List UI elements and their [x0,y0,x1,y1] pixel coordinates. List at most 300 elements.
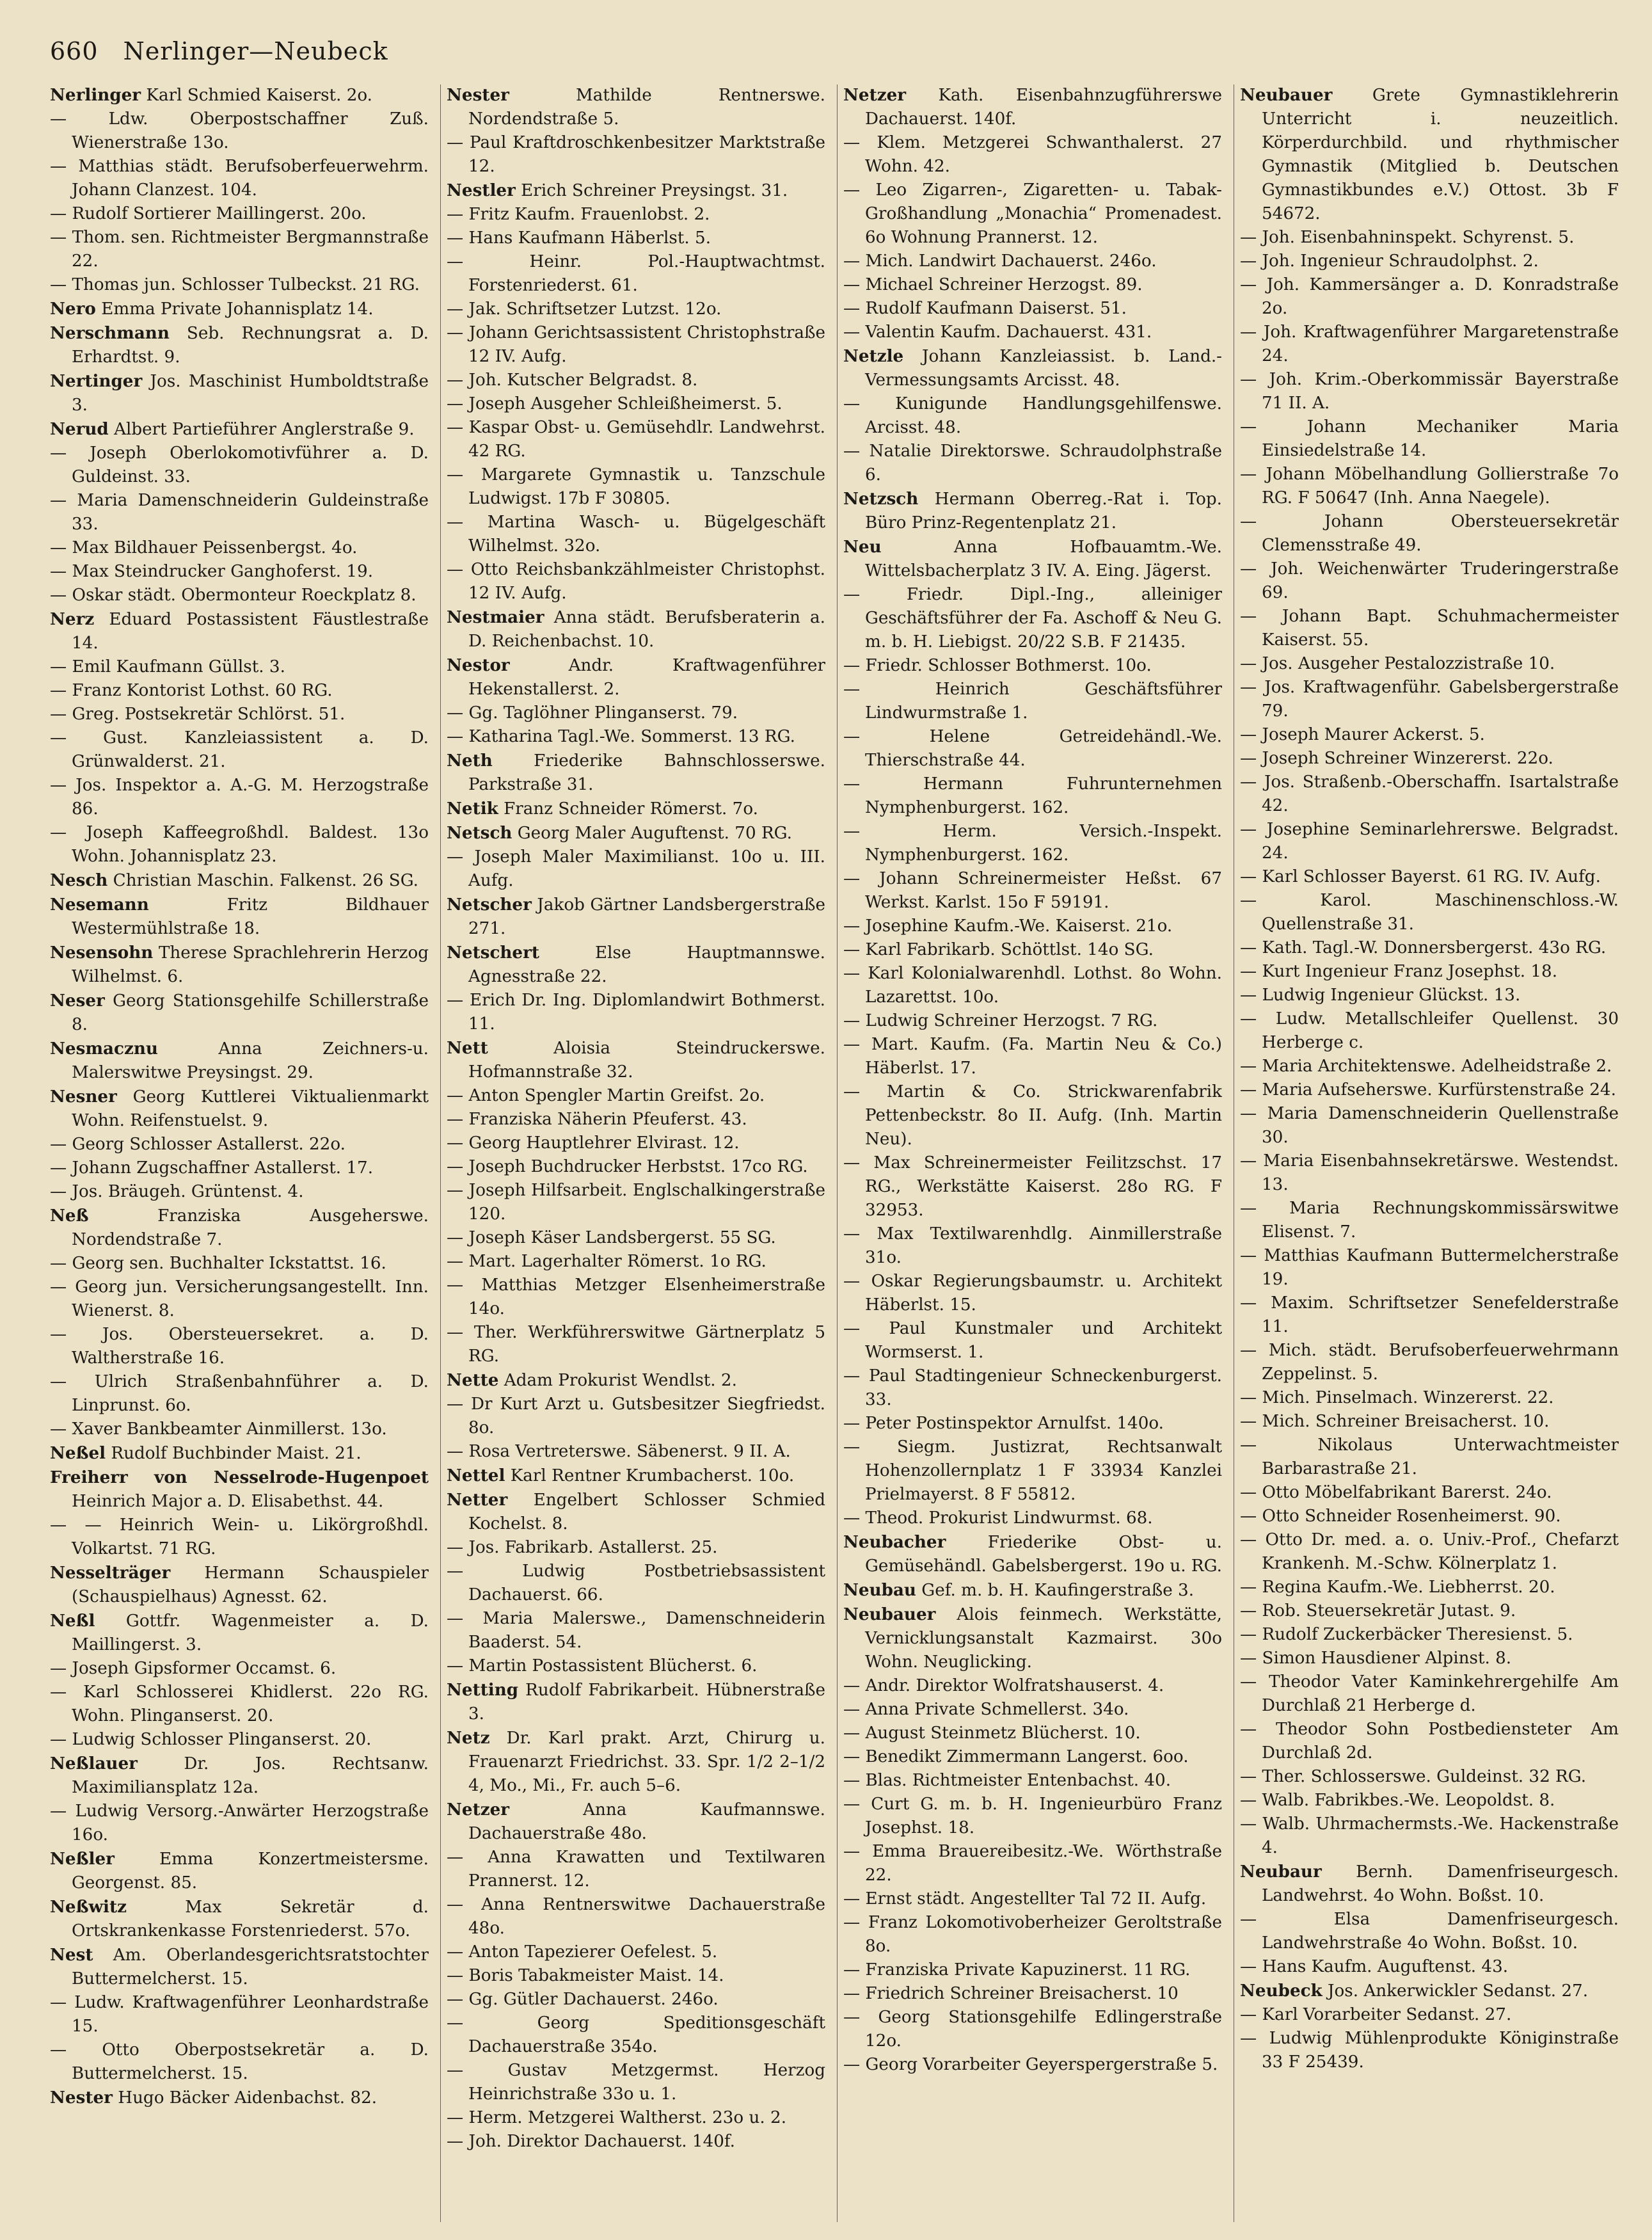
directory-entry [447,558,825,605]
directory-entry [447,701,825,725]
entry-text: — Paul Stadtingenieur Schneckenburgerst. 33. [843,1366,1222,1409]
directory-entry [843,1769,1222,1793]
directory-entry [50,1728,429,1752]
directory-entry [1240,1718,1619,1765]
directory-entry [1240,865,1619,889]
directory-entry [1240,510,1619,557]
directory-entry [843,1222,1222,1270]
directory-entry [843,440,1222,487]
entry-text: — Otto Oberpostsekretär a. D. Buttermelcherst. 15. [50,2040,429,2083]
directory-entry [447,653,825,701]
entry-text: — Maria Architektenswe. Adelheidstraße 2. [1240,1057,1612,1076]
directory-entry [50,1441,429,1466]
directory-entry [1240,652,1619,676]
directory-entry [447,1988,825,2012]
entry-text: — Heinr. Pol.-Hauptwachtmst. Forstenriederst. 61. [447,252,825,295]
entry-text: — Maria Eisenbahnsekretärswe. Westendst. 13. [1240,1151,1619,1194]
entry-text: — Erich Dr. Ing. Diplomlandwirt Bothmerst. 11. [447,991,825,1034]
directory-entry [50,1418,429,1441]
directory-entry [50,226,429,273]
entry-text: — Johann Mechaniker Maria Einsiedelstraße 14. [1240,417,1619,460]
entry-text: — Helene Getreidehändl.-We. Thierschstraße 44. [843,727,1222,770]
entry-text: — Josephine Seminarlehrerswe. Belgradst. 24. [1240,820,1619,863]
entry-surname: Netter [447,1490,508,1510]
directory-entry [843,1009,1222,1033]
directory-entry [50,1466,429,1514]
entry-text: — Theod. Prokurist Lindwurmst. 68. [843,1508,1153,1528]
entry-text: Johann Kanzleiassist. b. Land.-Vermessungsamts Arcisst. 48. [865,347,1222,390]
directory-entry [447,605,825,653]
directory-entry [1240,1789,1619,1812]
directory-entry [50,369,429,417]
directory-entry [447,1726,825,1798]
directory-entry [843,1151,1222,1222]
directory-entry [1240,1812,1619,1860]
entry-text: Grete Gymnastiklehrerin Unterricht i. neuzeitlich. Körperdurchbild. und rhythmischer Gymnastik (Mitglied b. Deutschen Gymnastikbundes e.V.) Ottost. 3b F 54672. [1262,86,1619,223]
entry-text: — Joh. Eisenbahninspekt. Schyrenst. 5. [1240,228,1575,247]
entry-surname: Nestler [447,180,516,200]
entry-text: — Fritz Kaufm. Frauenlobst. 2. [447,205,710,224]
entry-text: — Karol. Maschinenschloss.-W. Quellenstraße 31. [1240,891,1619,934]
directory-entry [50,1037,429,1085]
directory-entry [50,584,429,607]
entry-text: — Kurt Ingenieur Franz Josephst. 18. [1240,962,1558,981]
directory-entry [1240,1955,1619,1979]
directory-entry [447,416,825,463]
entry-text: — Ludwig Ingenieur Glückst. 13. [1240,986,1521,1005]
directory-entry [50,1180,429,1204]
entry-text: — Walb. Fabrikbes.-We. Leopoldst. 8. [1240,1791,1555,1810]
entry-surname: Netzer [447,1800,510,1820]
directory-entry [1240,1434,1619,1481]
entry-text: — Mich. städt. Berufsoberfeuerwehrmann Zeppelinst. 5. [1240,1341,1619,1384]
entry-surname: Netik [447,799,498,819]
entry-text: — Curt G. m. b. H. Ingenieurbüro Franz Josephst. 18. [843,1795,1222,1837]
entry-text: — — Heinrich Wein- u. Likörgroßhdl. Volkartst. 71 RG. [50,1516,429,1558]
directory-entry [843,1982,1222,2006]
entry-surname: Neth [447,751,493,771]
directory-entry [1240,1481,1619,1505]
entry-text: Mathilde Rentnerswe. Nordendstraße 5. [468,86,825,129]
entry-text: — Mart. Kaufm. (Fa. Martin Neu & Co.) Häberlst. 17. [843,1035,1222,1078]
entry-text: Georg Maler Auguftenst. 70 RG. [512,824,792,843]
directory-entry [843,250,1222,273]
directory-entry [1240,1102,1619,1149]
directory-entry [447,1321,825,1368]
entry-text: Fritz Bildhauer Westermühlstraße 18. [72,895,429,938]
entry-text: — Max Schreinermeister Feilitzschst. 17 RG., Werkstätte Kaiserst. 28o RG. F 32953. [843,1153,1222,1220]
entry-surname: Netsch [447,823,512,843]
directory-entry [843,1412,1222,1436]
entry-surname: Nesner [50,1087,117,1107]
entry-text: Else Hauptmannswe. Agnesstraße 22. [468,943,825,986]
directory-entry [1240,1197,1619,1244]
entry-surname: Nette [447,1370,499,1390]
directory-entry [843,725,1222,772]
entry-text: — Gg. Gütler Dachauerst. 246o. [447,1990,719,2009]
directory-entry [843,83,1222,131]
directory-entry [50,1895,429,1943]
directory-entry [843,131,1222,179]
entry-surname: Nester [50,2088,113,2108]
directory-entry [447,941,825,989]
directory-entry [50,489,429,536]
directory-entry [843,654,1222,678]
directory-entry [843,1436,1222,1507]
directory-entry [1240,605,1619,652]
entry-surname: Neubeck [1240,1981,1322,2001]
directory-entry [1240,1339,1619,1386]
directory-entry [1240,818,1619,865]
entry-text: — Max Steindrucker Ganghoferst. 19. [50,562,374,581]
entry-text: — Oskar Regierungsbaumstr. u. Architekt Häberlst. 15. [843,1272,1222,1315]
entry-text: — Ther. Schlosserswe. Guldeinst. 32 RG. [1240,1767,1587,1786]
directory-entry [447,2059,825,2106]
directory-entry [1240,1528,1619,1576]
entry-text: Friederike Obst- u. Gemüsehändl. Gabelsbergerst. 19o u. RG. [865,1533,1222,1576]
directory-entry [1240,1149,1619,1197]
entry-surname: Nettel [447,1466,505,1485]
directory-entry [50,1609,429,1657]
directory-entry [50,821,429,868]
entry-text: — Joseph Käser Landsbergerst. 55 SG. [447,1228,776,1247]
directory-entry [447,392,825,416]
entry-text: — Anna Krawatten und Textilwaren Prannerst. 12. [447,1848,825,1891]
directory-entry [1240,723,1619,747]
entry-text: — Rob. Steuersekretär Jutast. 9. [1240,1601,1516,1620]
entry-text: — Matthias städt. Berufsoberfeuerwehrm. Johann Clanzest. 104. [50,157,429,200]
directory-entry [50,273,429,297]
entry-text: — Joh. Krim.-Oberkommissär Bayerstraße 71 II. A. [1240,370,1619,413]
directory-entry [843,1507,1222,1530]
entry-text: — Paul Kraftdroschkenbesitzer Marktstraße 12. [447,133,825,176]
directory-entry [447,1132,825,1155]
entry-surname: Nester [447,85,509,105]
entry-text: — Rudolf Sortierer Maillingerst. 20o. [50,204,367,223]
entry-text: — Kath. Tagl.-W. Donnersbergerst. 43o RG. [1240,938,1607,957]
entry-text: — Franz Kontorist Lothst. 60 RG. [50,681,333,700]
entry-text: Gottfr. Wagenmeister a. D. Maillingerst. 3. [72,1612,429,1654]
entry-text: Hermann Schauspieler (Schauspielhaus) Agnesst. 62. [72,1564,429,1606]
directory-entry [1240,676,1619,723]
entry-text: — Katharina Tagl.-We. Sommerst. 13 RG. [447,727,795,746]
entry-text: — Johann Obersteuersekretär Clemensstraße 49. [1240,512,1619,555]
directory-entry [447,227,825,250]
entry-text: — Joh. Ingenieur Schraudolphst. 2. [1240,252,1539,271]
directory-entry [50,417,429,442]
directory-entry [447,1393,825,1440]
directory-entry [1240,83,1619,226]
entry-text: — Max Textilwarenhdlg. Ainmillerstraße 31o. [843,1224,1222,1267]
entry-text: — Andr. Direktor Wolfratshauserst. 4. [843,1676,1164,1695]
entry-text: — Ulrich Straßenbahnführer a. D. Linprunst. 6o. [50,1372,429,1415]
entry-text: Am. Oberlandesgerichtsratstochter Buttermelcherst. 15. [72,1946,429,1988]
directory-entry [447,1893,825,1940]
entry-text: — Mich. Landwirt Dachauerst. 246o. [843,252,1157,271]
entry-text: Georg Stationsgehilfe Schillerstraße 8. [72,991,429,1034]
entry-text: — Friedr. Schlosser Bothmerst. 10o. [843,656,1152,675]
entry-text: Engelbert Schlosser Schmied Kochelst. 8. [468,1491,825,1533]
entry-text: — Rosa Vertreterswe. Säbenerst. 9 II. A. [447,1442,791,1461]
entry-text: — Maxim. Schriftsetzer Senefelderstraße 11. [1240,1293,1619,1336]
directory-entry [1240,1386,1619,1410]
directory-entry [447,1536,825,1560]
entry-text: — Theodor Sohn Postbediensteter Am Durchlaß 2d. [1240,1720,1619,1763]
entry-text: — Joh. Direktor Dachauerst. 140f. [447,2132,735,2151]
entry-text: Gef. m. b. H. Kaufingerstraße 3. [916,1581,1195,1600]
entry-text: — Rudolf Zuckerbäcker Theresienst. 5. [1240,1625,1573,1644]
directory-entry [843,179,1222,250]
entry-surname: Nesmacznu [50,1039,158,1059]
entry-text: — Josephine Kaufm.-We. Kaiserst. 21o. [843,916,1173,936]
directory-entry [843,392,1222,440]
entry-text: — Elsa Damenfriseurgesch. Landwehrstraße 4o Wohn. Boßst. 10. [1240,1910,1619,1953]
entry-text: — Theodor Vater Kaminkehrergehilfe Am Durchlaß 21 Herberge d. [1240,1672,1619,1715]
entry-surname: Neubauer [1240,85,1333,105]
entry-text: — Anton Spengler Martin Greifst. 2o. [447,1086,765,1105]
entry-text: — Regina Kaufm.-We. Liebherrst. 20. [1240,1578,1555,1597]
directory-entry [50,1370,429,1418]
directory-columns [50,83,1619,2221]
directory-entry [447,1464,825,1488]
directory-entry [1240,1292,1619,1339]
directory-entry [843,820,1222,867]
directory-entry [843,1578,1222,1603]
entry-text: — Hermann Fuhrunternehmen Nymphenburgerst. 162. [843,774,1222,817]
entry-text: — Hans Kaufmann Häberlst. 5. [447,228,711,248]
directory-entry [50,536,429,560]
entry-text: — Johann Schreinermeister Heßst. 67 Werkst. Karlst. 15o F 59191. [843,869,1222,912]
entry-surname: Neubaur [1240,1862,1322,1882]
directory-entry [1240,1623,1619,1647]
directory-entry [447,1846,825,1893]
entry-text: — Johann Möbelhandlung Gollierstraße 7o RG. F 50647 (Inh. Anna Naegele). [1240,465,1619,508]
entry-text: Friederike Bahnschlosserswe. Parkstraße 31. [468,751,825,794]
entry-text: — Karl Vorarbeiter Sedanst. 27. [1240,2005,1512,2024]
entry-surname: Netzle [843,346,904,366]
entry-text: — Mich. Schreiner Breisacherst. 10. [1240,1412,1550,1431]
entry-text: — Ludwig Schreiner Herzogst. 7 RG. [843,1011,1158,1030]
directory-entry [50,2086,429,2110]
directory-entry [843,2006,1222,2053]
directory-entry [447,821,825,845]
directory-entry [447,893,825,941]
directory-entry [843,1722,1222,1745]
entry-surname: Nerschmann [50,323,170,343]
entry-text: — Jos. Obersteuersekret. a. D. Waltherstraße 16. [50,1325,429,1368]
directory-entry [1240,2003,1619,2027]
directory-entry [447,1440,825,1464]
directory-entry [1240,960,1619,984]
directory-entry [843,2053,1222,2077]
directory-entry [447,321,825,369]
entry-text: — Joseph Oberlokomotivführer a. D. Guldeinst. 33. [50,444,429,486]
directory-entry [1240,936,1619,960]
directory-entry [447,83,825,131]
entry-text: — Hans Kaufm. Auguftenst. 43. [1240,1957,1509,1976]
entry-text: — Joh. Kammersänger a. D. Konradstraße 2o. [1240,275,1619,318]
directory-entry [843,678,1222,725]
directory-entry [50,1681,429,1728]
directory-entry [447,2130,825,2154]
directory-entry [1240,771,1619,818]
entry-text: Jos. Maschinist Humboldtstraße 3. [72,372,429,415]
entry-surname: Nerlinger [50,85,141,105]
directory-entry [50,560,429,584]
directory-entry [447,131,825,179]
entry-text: Erich Schreiner Preysingst. 31. [515,181,788,200]
directory-entry [843,915,1222,938]
entry-text: — Jos. Ausgeher Pestalozzistraße 10. [1240,654,1555,673]
directory-entry [447,845,825,893]
directory-entry [50,321,429,369]
directory-entry [50,1657,429,1681]
entry-text: — Simon Hausdiener Alpinst. 8. [1240,1649,1512,1668]
entry-text: — Joseph Kaffeegroßhdl. Baldest. 13o Wohn. Johannisplatz 23. [50,823,429,866]
directory-entry [50,442,429,489]
entry-text: — Heinrich Geschäftsführer Lindwurmstraße 1. [843,680,1222,723]
entry-text: — Max Bildhauer Peissenbergst. 4o. [50,538,358,557]
directory-entry [447,1084,825,1108]
directory-entry [447,1108,825,1132]
entry-text: — Jos. Inspektor a. A.-G. M. Herzogstraße 86. [50,776,429,819]
entry-text: — Joseph Buchdrucker Herbstst. 17co RG. [447,1157,808,1176]
entry-text: — Herm. Versich.-Inspekt. Nymphenburgerst. 162. [843,822,1222,865]
column-3 [843,83,1222,2221]
directory-entry [843,962,1222,1009]
entry-text: Andr. Kraftwagenführer Hekenstallerst. 2. [468,656,825,699]
entry-text: — Mich. Pinselmach. Winzererst. 22. [1240,1388,1554,1407]
entry-surname: Neubacher [843,1532,946,1552]
entry-text: — Joh. Kraftwagenführer Margaretenstraße 24. [1240,323,1619,365]
directory-entry [50,202,429,226]
directory-entry [1240,1647,1619,1670]
directory-entry [1240,273,1619,321]
entry-text: Kath. Eisenbahnzugführerswe Dachauerst. 140f. [865,86,1222,129]
entry-text: Karl Rentner Krumbacherst. 10o. [505,1466,795,1485]
entry-text: — Matthias Metzger Elsenheimerstraße 14o. [447,1276,825,1318]
entry-surname: Nerud [50,419,109,439]
entry-text: Albert Partieführer Anglerstraße 9. [108,420,415,439]
entry-text: — Jak. Schriftsetzer Lutzst. 12o. [447,300,722,319]
directory-entry [50,893,429,941]
entry-text: — Maria Malerswe., Damenschneiderin Baaderst. 54. [447,1609,825,1652]
entry-surname: Nesemann [50,895,149,915]
entry-text: Heinrich Major a. D. Elisabethst. 44. [72,1492,384,1511]
column-rule [440,84,441,2222]
entry-text: — Ludw. Metallschleifer Quellenst. 30 Herberge c. [1240,1009,1619,1052]
entry-text: — Maria Rechnungskommissärswitwe Elisenst. 7. [1240,1199,1619,1242]
entry-text: — Boris Tabakmeister Maist. 14. [447,1966,724,1985]
entry-text: — Karl Schlosser Bayerst. 61 RG. IV. Aufg. [1240,867,1601,886]
directory-entry [50,1252,429,1276]
directory-entry [1240,1979,1619,2003]
directory-entry [50,607,429,655]
entry-text: — Joseph Maler Maximilianst. 10o u. III. Aufg. [447,847,825,890]
entry-text: — Ludwig Mühlenprodukte Königinstraße 33 F 25439. [1240,2029,1619,2072]
directory-entry [1240,226,1619,250]
entry-text: — Johann Bapt. Schuhmachermeister Kaiserst. 55. [1240,607,1619,650]
directory-entry [50,1204,429,1252]
entry-surname: Neßler [50,1849,115,1869]
entry-surname: Netting [447,1680,519,1700]
entry-text: — Ther. Werkführerswitwe Gärtnerplatz 5 RG. [447,1323,825,1366]
entry-text: — Herm. Metzgerei Waltherst. 23o u. 2. [447,2108,787,2127]
entry-surname: Nesch [50,870,108,890]
entry-text: Anna städt. Berufsberaterin a. D. Reichenbachst. 10. [468,608,825,651]
entry-surname: Freiherr von Nesselrode-Hugenpoet [50,1468,429,1487]
directory-entry [50,989,429,1037]
directory-entry [447,179,825,203]
entry-text: Hugo Bäcker Aidenbachst. 82. [112,2088,377,2108]
entry-text: — Margarete Gymnastik u. Tanzschule Ludwigst. 17b F 30805. [447,465,825,508]
entry-text: — Xaver Bankbeamter Ainmillerst. 13o. [50,1420,387,1439]
directory-entry [447,203,825,227]
directory-entry [843,321,1222,344]
directory-entry [843,867,1222,915]
directory-entry [1240,415,1619,463]
entry-text: — Ernst städt. Angestellter Tal 72 II. Aufg. [843,1889,1207,1908]
directory-entry [843,1887,1222,1911]
directory-entry [843,1603,1222,1674]
entry-text: — Siegm. Justizrat, Rechtsanwalt Hohenzollernplatz 1 F 33934 Kanzlei Prielmayerst. 8 F 55812. [843,1437,1222,1504]
directory-entry [1240,747,1619,771]
directory-entry [447,725,825,749]
entry-surname: Nesensohn [50,943,154,963]
directory-entry [1240,1765,1619,1789]
directory-entry [843,583,1222,654]
directory-entry [50,1156,429,1180]
directory-entry [447,1155,825,1179]
entry-text: Dr. Karl prakt. Arzt, Chirurg u. Frauenarzt Friedrichst. 33. Spr. 1/2 2–1/2 4, Mo., Mi., Fr. auch 5–6. [468,1729,825,1795]
entry-text: — Dr Kurt Arzt u. Gutsbesitzer Siegfriedst. 8o. [447,1395,825,1437]
entry-text: Bernh. Damenfriseurgesch. Landwehrst. 4o Wohn. Boßst. 10. [1262,1862,1619,1905]
directory-entry [447,1179,825,1226]
entry-text: Anna Zeichners-u. Malerswitwe Preysingst. 29. [72,1039,429,1082]
entry-text: — Johann Zugschaffner Astallerst. 17. [50,1158,374,1178]
entry-text: — Otto Schneider Rosenheimerst. 90. [1240,1507,1561,1526]
entry-text: — Georg Vorarbeiter Geyerspergerstraße 5. [843,2055,1218,2074]
entry-text: — Joseph Hilfsarbeit. Englschalkingerstraße 120. [447,1181,825,1224]
entry-text: Max Sekretär d. Ortskrankenkasse Forstenriederst. 57o. [72,1898,429,1940]
entry-text: — Maria Aufseherswe. Kurfürstenstraße 24. [1240,1080,1616,1100]
entry-surname: Netzer [843,85,907,105]
entry-text: — Georg Stationsgehilfe Edlingerstraße 12o. [843,2008,1222,2051]
directory-entry [447,1607,825,1654]
entry-text: Georg Kuttlerei Viktualienmarkt Wohn. Reifenstuelst. 9. [72,1087,429,1130]
entry-text: — Martin & Co. Strickwarenfabrik Pettenbeckstr. 8o II. Aufg. (Inh. Martin Neu). [843,1082,1222,1149]
directory-entry [843,772,1222,820]
entry-text: — Franziska Private Kapuzinerst. 11 RG. [843,1960,1191,1980]
directory-entry [50,655,429,679]
directory-entry [447,369,825,392]
entry-text: — Joh. Kutscher Belgradst. 8. [447,371,698,390]
entry-text: — Ludwig Schlosser Plinganserst. 20. [50,1730,372,1749]
directory-entry [447,1560,825,1607]
entry-text: — Otto Möbelfabrikant Barerst. 24o. [1240,1483,1552,1502]
directory-entry [50,155,429,202]
entry-text: — Ludwig Postbetriebsassistent Dachauerst. 66. [447,1562,825,1604]
directory-entry [50,941,429,989]
entry-text: — Jos. Kraftwagenführ. Gabelsbergerstraße 79. [1240,678,1619,721]
directory-entry [843,1911,1222,1958]
directory-entry [843,1674,1222,1698]
entry-text: — Blas. Richtmeister Entenbachst. 40. [843,1771,1171,1790]
entry-text: — Peter Postinspektor Arnulfst. 140o. [843,1414,1164,1433]
entry-text: — Joseph Maurer Ackerst. 5. [1240,725,1485,744]
entry-text: — Klem. Metzgerei Schwanthalerst. 27 Wohn. 42. [843,133,1222,176]
entry-surname: Netschert [447,943,539,963]
